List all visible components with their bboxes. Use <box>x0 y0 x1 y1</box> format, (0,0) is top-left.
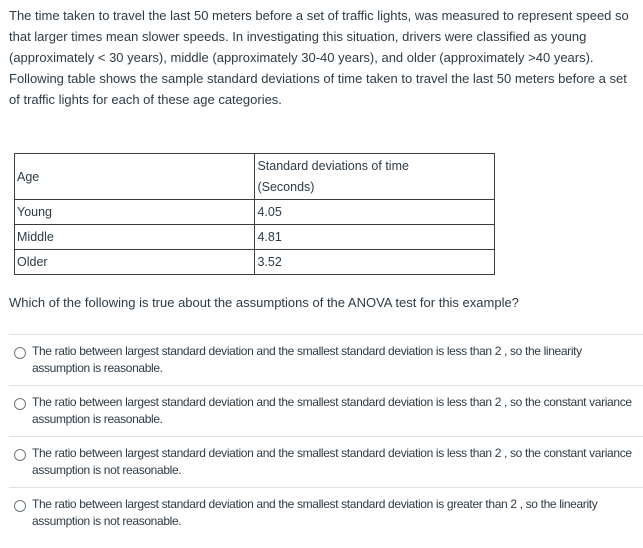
question-text <box>9 5 639 110</box>
table-header-row <box>15 154 495 200</box>
row-age: Older <box>15 250 255 275</box>
question-paragraph: The time taken to travel the last 50 meters before a set of traffic lights, was measured to represent speed so that larger times mean slower speeds. In investigating this situation, drivers were classified as young (approximately < 30 years), middle (approximately 30-40 years), and older (approximately >40 years). Following table shows the sample standard deviations of time taken to travel the last 50 meters before a set of traffic lights for each of these age categories. <box>9 8 629 107</box>
table-row <box>15 250 495 275</box>
header-sd-line1: Standard deviations of time <box>257 158 409 173</box>
row-age: Middle <box>15 225 255 250</box>
table-row <box>15 225 495 250</box>
radio-button[interactable] <box>14 449 26 461</box>
answer-label[interactable]: The ratio between largest standard deviation and the smallest standard deviation is less than 2 , so the linearity assumption is reasonable. <box>32 344 582 375</box>
answer-option[interactable] <box>9 436 643 487</box>
answer-label[interactable]: The ratio between largest standard deviation and the smallest standard deviation is greater than 2 , so the linearity assumption is not reasonable. <box>32 497 598 528</box>
question-prompt: Which of the following is true about the assumptions of the ANOVA test for this example? <box>9 295 519 310</box>
radio-button[interactable] <box>14 500 26 512</box>
answer-list <box>9 334 643 538</box>
row-sd: 3.52 <box>255 250 495 275</box>
table-row <box>15 200 495 225</box>
answer-label[interactable]: The ratio between largest standard deviation and the smallest standard deviation is less than 2 , so the constant variance assumption is reasonable. <box>32 395 632 426</box>
answer-option[interactable] <box>9 487 643 538</box>
header-age: Age <box>15 154 255 200</box>
answer-label[interactable]: The ratio between largest standard deviation and the smallest standard deviation is less than 2 , so the constant variance assumption is not reasonable. <box>32 446 632 477</box>
answer-option[interactable] <box>9 385 643 436</box>
radio-button[interactable] <box>14 398 26 410</box>
header-sd <box>255 154 495 200</box>
radio-button[interactable] <box>14 347 26 359</box>
answer-option[interactable] <box>9 334 643 385</box>
header-sd-line2: (Seconds) <box>257 179 315 194</box>
row-sd: 4.05 <box>255 200 495 225</box>
sd-table <box>14 153 495 275</box>
row-age: Young <box>15 200 255 225</box>
row-sd: 4.81 <box>255 225 495 250</box>
